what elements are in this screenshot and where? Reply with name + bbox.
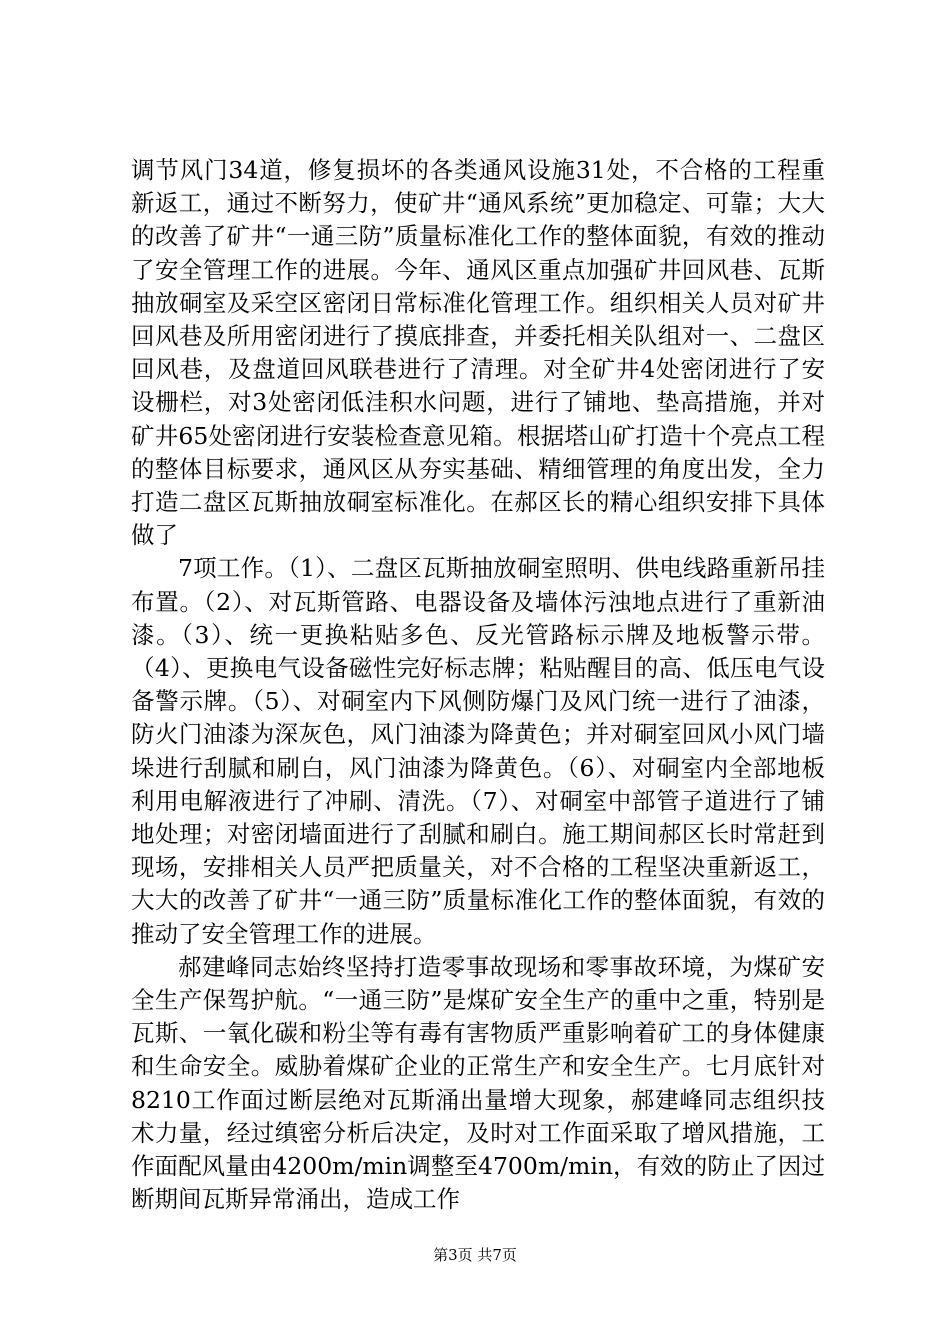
paragraph-2: 7项工作。（1）、二盘区瓦斯抽放硐室照明、供电线路重新吊挂布置。（2）、对瓦斯管路、电器设备及墙体污浊地点进行了重新油漆。（3）、统一更换粘贴多色、反光管路标示牌及地板警示带。（4）、更换电气设备磁性完好标志牌；粘贴醒目的高、低压电气设备警示牌。（5）、对硐室内下风侧防爆门及风门统一进行了油漆，防火门油漆为深灰色，风门油漆为降黄色；并对硐室回风小风门墙垛进行刮腻和刷白，风门油漆为降黄色。（6）、对硐室内全部地板利用电解液进行了冲刷、清洗。（7）、对硐室中部管子道进行了铺地处理；对密闭墙面进行了刮腻和刷白。施工期间郝区长时常赶到现场，安排相关人员严把质量关，对不合格的工程坚决重新返工，大大的改善了矿井“一通三防”质量标准化工作的整体面貌，有效的推动了安全管理工作的进展。 bbox=[131, 554, 825, 948]
page-number-footer: 第3页 共7页 bbox=[433, 1246, 517, 1264]
paragraph-1: 调节风门34道，修复损坏的各类通风设施31处，不合格的工程重新返工，通过不断努力，使矿井“通风系统”更加稳定、可靠；大大的改善了矿井“一通三防”质量标准化工作的整体面貌，有效的推动了安全管理工作的进展。今年、通风区重点加强矿井回风巷、瓦斯抽放硐室及采空区密闭日常标准化管理工作。组织相关人员对矿井回风巷及所用密闭进行了摸底排查，并委托相关队组对一、二盘区回风巷，及盘道回风联巷进行了清理。对全矿井4处密闭进行了安设栅栏，对3处密闭低洼积水问题，进行了铺地、垫高措施，并对矿井65处密闭进行安装检查意见箱。根据塔山矿打造十个亮点工程的整体目标要求，通风区从夯实基础、精细管理的角度出发，全力打造二盘区瓦斯抽放硐室标准化。在郝区长的精心组织安排下具体做了 bbox=[131, 156, 825, 550]
document-body bbox=[131, 154, 825, 1217]
paragraph-3: 郝建峰同志始终坚持打造零事故现场和零事故环境，为煤矿安全生产保驾护航。“一通三防”是煤矿安全生产的重中之重，特别是瓦斯、一氧化碳和粉尘等有毒有害物质严重影响着矿工的身体健康和生命安全。威胁着煤矿企业的正常生产和安全生产。七月底针对8210工作面过断层绝对瓦斯涌出量增大现象，郝建峰同志组织技术力量，经过缜密分析后决定，及时对工作面采取了增风措施，工作面配风量由4200m/min调整至4700m/min，有效的防止了因过断期间瓦斯异常涌出，造成工作 bbox=[131, 952, 825, 1214]
